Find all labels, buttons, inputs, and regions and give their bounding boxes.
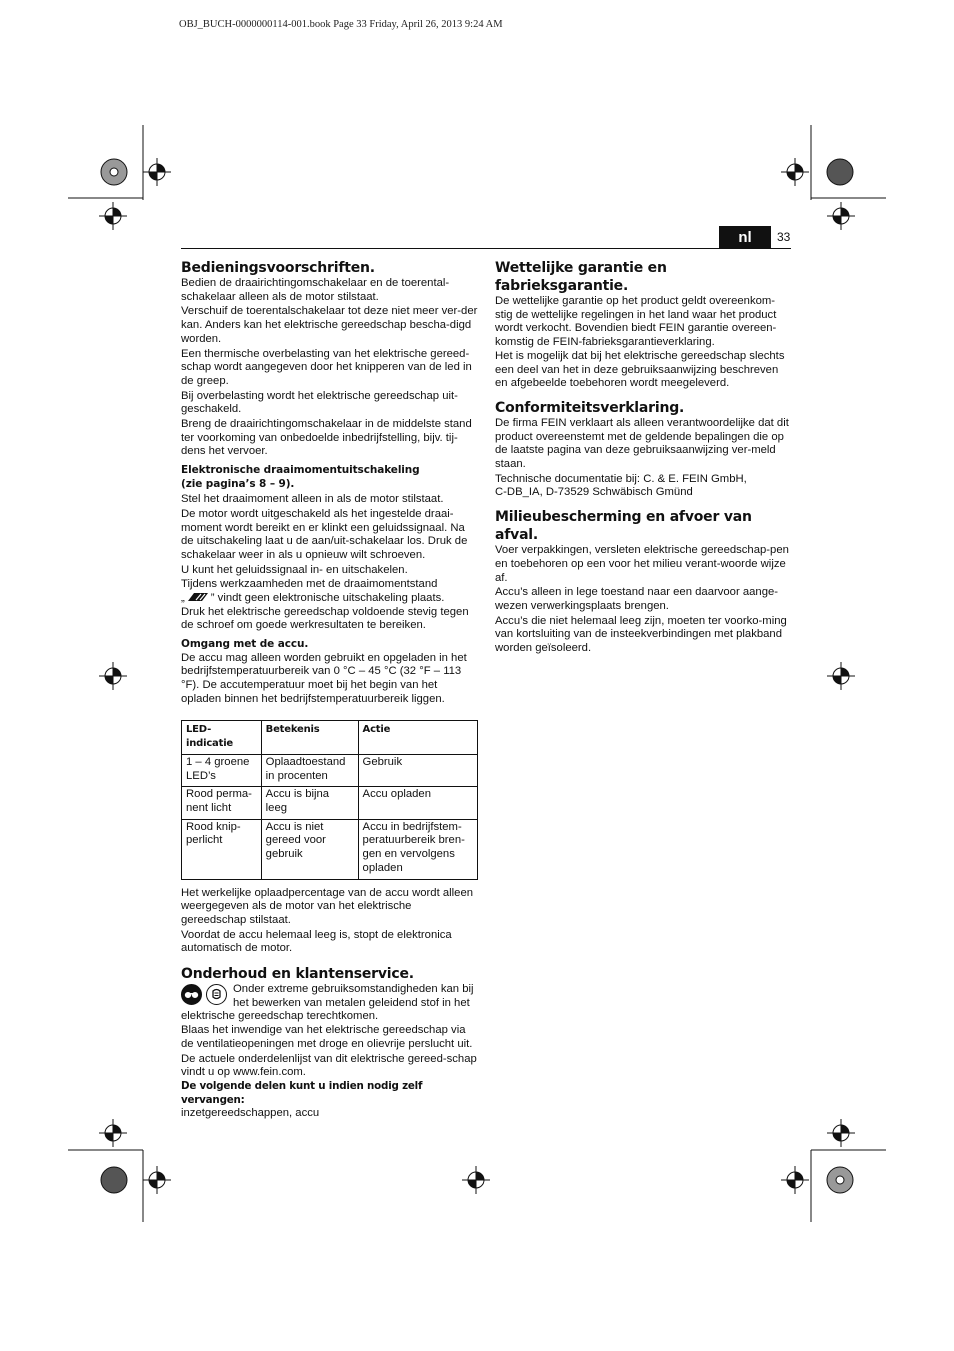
header-rule [181,248,791,249]
paragraph: Het is mogelijk dat bij het elektrische gereedschap slechts een deel van het in deze gebruiksaanwijzing beschreven en afgebeelde toebehoren wordt meegeleverd. [495,349,785,390]
table-cell: Oplaadtoestand in procenten [261,754,358,786]
section-title: Conformiteitsverklaring. [495,399,685,416]
table-cell: Gebruik [358,754,477,786]
maintenance-note [181,983,478,1024]
paragraph: Technische documentatie bij: C. & E. FEIN GmbH, [495,472,747,485]
table-cell: Accu opladen [358,787,477,819]
paragraph: Voer verpakkingen, versleten elektrische gereedschap-pen en toebehoren op een voor het milieu verant-woorde wijze af. [495,544,789,584]
paragraph: De firma FEIN verklaart als alleen verantwoordelijke dat dit product overeenstemt met de geldende bepalingen die op de laatste pagina van deze gebruiksaanwijzing ver-meld staan. [495,416,789,471]
table-cell: Accu is bijna leeg [261,787,358,819]
paragraph: Voordat de accu helemaal leeg is, stopt de elektronica automatisch de motor. [181,928,452,955]
table-cell: Accu in bedrijfstem-peratuurbereik bren-gen en vervolgens opladen [358,819,477,879]
quote-open: „ [181,592,185,605]
subsection-title: (zie pagina’s 8 – 9). [181,477,295,490]
paragraph-tail: ” vindt geen elektronische uitschakeling plaats. [210,592,445,605]
section-title: Wettelijke garantie en fabrieksgarantie. [495,260,667,294]
paragraph: Breng de draairichtingomschakelaar in de middelste stand ter voorkoming van onbedoelde inbedrijfstelling, bijv. tij-dens het vervoer. [181,418,472,458]
table-cell: Rood perma-nent licht [182,787,262,819]
section-title: Bedieningsvoorschriften. [181,260,375,276]
table-header-row [182,721,478,754]
paragraph: De actuele onderdelenlijst van dit elektrische gereed-schap vindt u op www.fein.com. [181,1052,477,1079]
paragraph: Druk het elektrische gereedschap voldoende stevig tegen de schroef om goede werkresultaten te bereiken. [181,605,469,632]
bold-paragraph: De volgende delen kunt u indien nodig zelf vervangen: [181,1079,423,1106]
file-header: OBJ_BUCH-0000000114-001.book Page 33 Friday, April 26, 2013 9:24 AM [179,19,503,30]
table-row [182,819,478,879]
right-column [495,259,791,656]
paragraph: Blaas het inwendige van het elektrische gereedschap via de ventilatieopeningen met droge en olievrije perslucht uit. [181,1024,473,1050]
table-row [182,754,478,786]
section-title: Milieubescherming en afvoer van afval. [495,509,752,544]
dust-mask-icon [206,984,227,1005]
paragraph: Onder extreme gebruiksomstandigheden kan bij het bewerken van metalen geleidend stof in het elektrische gereedschap terechtkomen. [181,983,474,1023]
paragraph: Accu’s alleen in lege toestand naar een daarvoor aange-wezen verwerkingsplaats brengen. [495,586,779,612]
paragraph: Accu’s die niet helemaal leeg zijn, moeten ter voorko-ming van kortsluiting van de insteekverbindingen met plakband worden geïsoleerd. [495,614,787,655]
paragraph: De wettelijke garantie op het product geldt overeenkom-stig de wettelijke regelingen in het land waar het product wordt verkocht. Bovendien biedt FEIN garantie overeen-komstig de FEIN-fabrieksgarantieverklaring. [495,295,777,349]
table-cell: Rood knip-perlicht [182,819,262,879]
paragraph: Stel het draaimoment alleen in als de motor stilstaat. [181,493,444,506]
column-header: Betekenis [261,721,358,754]
paragraph: Verschuif de toerentalschakelaar tot deze niet meer ver-der kan. Anders kan het elektrische gereedschap bescha-digd worden. [181,305,478,345]
paragraph: Bedien de draairichtingomschakelaar en de toerental-schakelaar alleen als de motor stilstaat. [181,277,450,303]
page-number: 33 [777,230,791,244]
paragraph: C-DB_IA, D-73529 Schwäbisch Gmünd [495,486,693,499]
paragraph: De motor wordt uitgeschakeld als het ingestelde draai-moment wordt bereikt en er klinkt een geluidssignaal. Na de uitschakeling laat u de aan/uit-schakelaar los. Druk de schakelaar weer in als u opnieuw wilt schroeven. [181,507,468,561]
drill-mode-icon [186,592,210,602]
paragraph: U kunt het geluidssignaal in- en uitschakelen. [181,563,408,576]
table-cell: 1 – 4 groene LED’s [182,754,262,786]
paragraph: Bij overbelasting wordt het elektrische gereedschap uit-geschakeld. [181,389,458,416]
subsection-title: Omgang met de accu. [181,638,309,651]
led-table [181,720,478,879]
paragraph: Het werkelijke oplaadpercentage van de accu wordt alleen weergegeven als de motor van het elektrische gereedschap stilstaat. [181,886,474,926]
left-column [181,259,478,1121]
paragraph: inzetgereedschappen, accu [181,1107,320,1120]
subsection-title: Elektronische draaimomentuitschakeling [181,464,420,477]
section-title: Onderhoud en klantenservice. [181,966,414,983]
safety-goggles-icon [181,984,202,1005]
safety-icons [181,984,227,1005]
paragraph: Een thermische overbelasting van het elektrische gereed-schap wordt aangegeven door het knipperen van de led in de greep. [181,347,472,387]
column-header: LED-indicatie [182,721,262,754]
paragraph: De accu mag alleen worden gebruikt en opgeladen in het bedrijfstemperatuurbereik van 0 °C – 45 °C (32 °F – 113 °F). De accutemperatuur moet bij het begin van het opladen binnen het bedrijfstemperatuurbereik liggen. [181,651,467,705]
paragraph [181,592,478,606]
paragraph: Tijdens werkzaamheden met de draaimomentstand [181,578,438,591]
language-badge: nl [719,226,771,248]
table-cell: Accu is niet gereed voor gebruik [261,819,358,879]
column-header: Actie [358,721,477,754]
table-row [182,787,478,819]
